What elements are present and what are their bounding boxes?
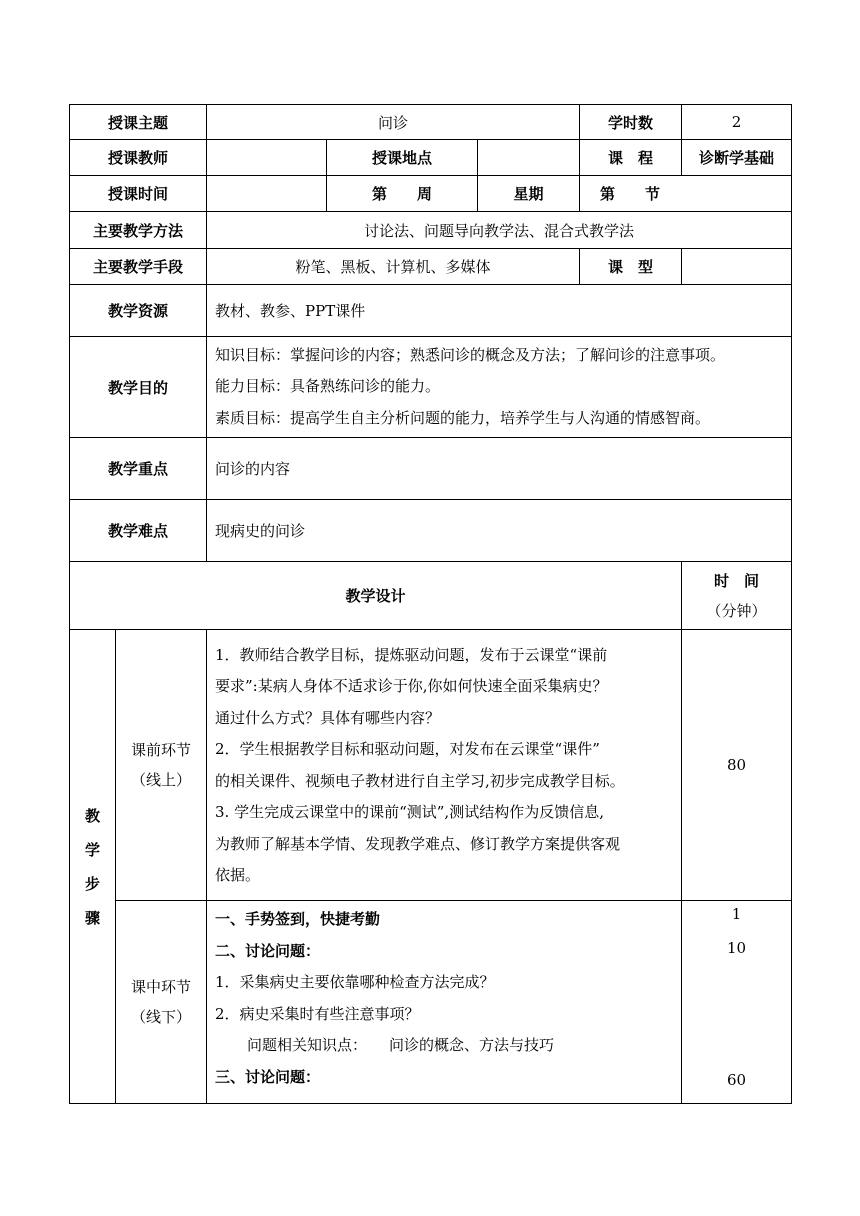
time-value: [207, 176, 327, 212]
lesson-plan-table: [69, 104, 792, 1104]
steps-char: 骤: [84, 908, 100, 927]
design-title: 教学设计: [70, 562, 682, 630]
pre-class-label-2: （线上）: [131, 771, 192, 789]
in-class-item: 一、手势签到，快捷考勤: [215, 910, 381, 928]
teacher-label: 授课教师: [70, 140, 207, 176]
weekday-label: 星期: [478, 176, 580, 212]
means-value: 粉笔、黑板、计算机、多媒体: [207, 249, 580, 285]
resources-label: 教学资源: [70, 285, 207, 337]
in-class-time-1: 1: [731, 905, 742, 923]
in-class-label: [116, 901, 207, 1104]
objectives-label: 教学目的: [70, 337, 207, 438]
row-means: [70, 249, 792, 285]
row-design-header: [70, 562, 792, 630]
type-value: [682, 249, 792, 285]
in-class-label-1: 课中环节: [131, 978, 192, 996]
steps-label: [70, 630, 116, 1104]
row-resources: [70, 285, 792, 337]
in-class-time-2: 10: [727, 939, 747, 957]
objective-ability: 能力目标：具备熟练问诊的能力。: [215, 377, 441, 396]
difficulty-value: 现病史的问诊: [207, 500, 792, 562]
course-value: 诊断学基础: [682, 140, 792, 176]
time-label: 授课时间: [70, 176, 207, 212]
method-value: 讨论法、问题导向教学法、混合式教学法: [207, 212, 792, 249]
pre-class-label: [116, 630, 207, 901]
row-pre-class: [70, 630, 792, 901]
row-teacher: [70, 140, 792, 176]
steps-char: 学: [84, 840, 100, 859]
in-class-question: 1．采集病史主要依靠哪种检查方法完成？: [215, 973, 495, 991]
knowledge-label: 问题相关知识点：: [247, 1036, 368, 1054]
row-method: [70, 212, 792, 249]
time-header-unit: （分钟）: [706, 601, 767, 620]
in-class-item: 三、讨论问题：: [215, 1067, 321, 1086]
pre-class-line: 1．教师结合教学目标，提炼驱动问题，发布于云课堂“课前: [215, 645, 608, 664]
pre-class-line: 为教师了解基本学情、发现教学难点、修订教学方案提供客观: [215, 834, 621, 853]
pre-class-line: 的相关课件、视频电子教材进行自主学习,初步完成教学目标。: [215, 771, 625, 790]
keypoint-value: 问诊的内容: [207, 438, 792, 500]
row-keypoint: [70, 438, 792, 500]
pre-class-line: 通过什么方式？具体有哪些内容？: [215, 708, 441, 727]
keypoint-label: 教学重点: [70, 438, 207, 500]
time-header: [682, 562, 792, 630]
pre-class-content: [207, 630, 682, 901]
row-topic: [70, 105, 792, 140]
section-label: 第 节: [600, 185, 661, 203]
topic-value: 问诊: [207, 105, 580, 140]
in-class-time-3: 60: [727, 1071, 747, 1089]
pre-class-line: 3. 学生完成云课堂中的课前“测试”,测试结构作为反馈信息,: [215, 803, 604, 821]
location-label: 授课地点: [327, 140, 478, 176]
in-class-question: 2．病史采集时有些注意事项？: [215, 1004, 420, 1023]
hours-label: 学时数: [580, 105, 682, 140]
difficulty-label: 教学难点: [70, 500, 207, 562]
method-label: 主要教学方法: [70, 212, 207, 249]
time-header-label: 时 间: [714, 571, 760, 590]
row-objectives: [70, 337, 792, 438]
objective-knowledge: 知识目标：掌握问诊的内容；熟悉问诊的概念及方法；了解问诊的注意事项。: [215, 345, 726, 364]
course-label: 课 程: [580, 140, 682, 176]
pre-class-time: 80: [682, 630, 792, 901]
pre-class-line: 依据。: [215, 866, 261, 884]
week-label: 第 周: [327, 176, 478, 212]
in-class-content: [207, 901, 682, 1104]
type-label: 课 型: [580, 249, 682, 285]
pre-class-label-1: 课前环节: [131, 741, 192, 759]
knowledge-value: 问诊的概念、方法与技巧: [389, 1036, 555, 1054]
pre-class-line: 2．学生根据教学目标和驱动问题，对发布在云课堂“课件”: [215, 740, 600, 758]
row-difficulty: [70, 500, 792, 562]
objectives-cell: [207, 337, 792, 438]
in-class-item: 二、讨论问题：: [215, 941, 321, 960]
topic-label: 授课主题: [70, 105, 207, 140]
section-cell: [580, 176, 792, 212]
hours-value: 2: [682, 105, 792, 140]
row-time: [70, 176, 792, 212]
means-label: 主要教学手段: [70, 249, 207, 285]
steps-char: 步: [84, 874, 100, 893]
in-class-label-2: （线下）: [131, 1008, 192, 1026]
in-class-time: [682, 901, 792, 1104]
location-value: [478, 140, 580, 176]
row-in-class: [70, 901, 792, 1104]
resources-value: 教材、教参、PPT课件: [207, 285, 792, 337]
steps-char: 教: [84, 806, 100, 825]
knowledge-line: [215, 1030, 673, 1062]
pre-class-line: 要求”:某病人身体不适求诊于你,你如何快速全面采集病史？: [215, 677, 608, 695]
teacher-value: [207, 140, 327, 176]
objective-quality: 素质目标：提高学生自主分析问题的能力，培养学生与人沟通的情感智商。: [215, 408, 711, 427]
